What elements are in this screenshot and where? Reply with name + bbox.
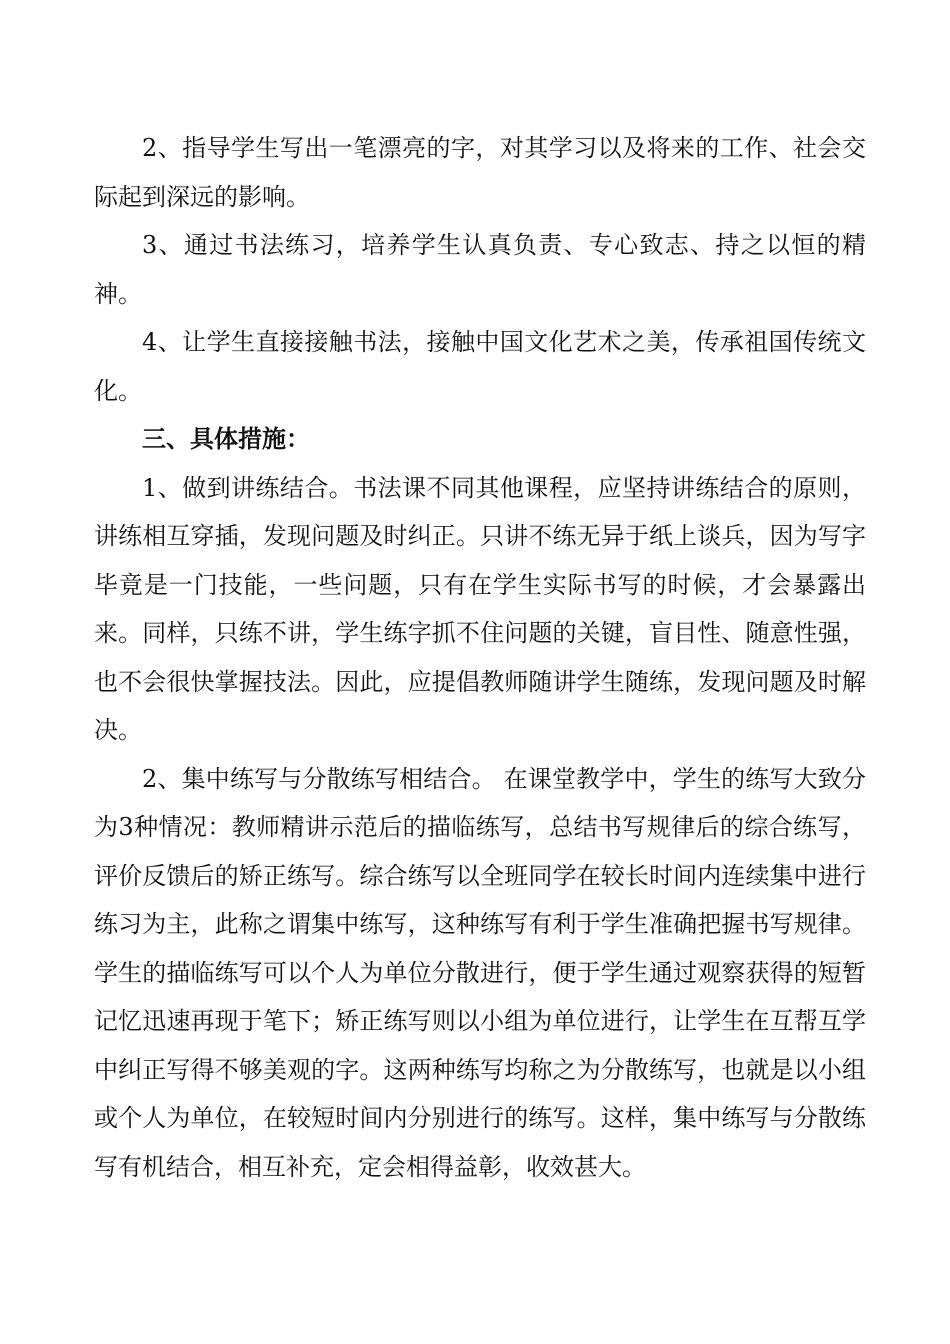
paragraph-goal-4: 4、让学生直接接触书法，接触中国文化艺术之美，传承祖国传统文化。	[94, 328, 866, 405]
paragraph-measure-2: 2、集中练写与分散练写相结合。 在课堂教学中，学生的练写大致分为3种情况：教师精讲示范后的描临练写，总结书写规律后的综合练写，评价反馈后的矫正练写。综合练写以全班同学在较长时间内连续集中进行练习为主，此称之谓集中练写，这种练写有利于学生准确把握书写规律。学生的描临练写可以个人为单位分散进行，便于学生通过观察获得的短暂记忆迅速再现于笔下；矫正练写则以小组为单位进行，让学生在互帮互学中纠正写得不够美观的字。这两种练写均称之为分散练写，也就是以小组或个人为单位，在较短时间内分别进行的练写。这样，集中练写与分散练写有机结合，相互补充，定会相得益彰，收效甚大。	[94, 764, 866, 1181]
paragraph-goal-2: 2、指导学生写出一笔漂亮的字，对其学习以及将来的工作、社会交际起到深远的影响。	[94, 134, 866, 211]
paragraph-measure-1: 1、做到讲练结合。书法课不同其他课程，应坚持讲练结合的原则，讲练相互穿插，发现问题及时纠正。只讲不练无异于纸上谈兵，因为写字毕竟是一门技能，一些问题，只有在学生实际书写的时候，才会暴露出来。同样，只练不讲，学生练字抓不住问题的关键，盲目性、随意性强，也不会很快掌握技法。因此，应提倡教师随讲学生随练，发现问题及时解决。	[94, 473, 866, 744]
document-page	[94, 124, 866, 1191]
section-heading: 三、具体措施：	[142, 424, 310, 453]
paragraph-goal-3: 3、通过书法练习，培养学生认真负责、专心致志、持之以恒的精神。	[94, 231, 866, 308]
